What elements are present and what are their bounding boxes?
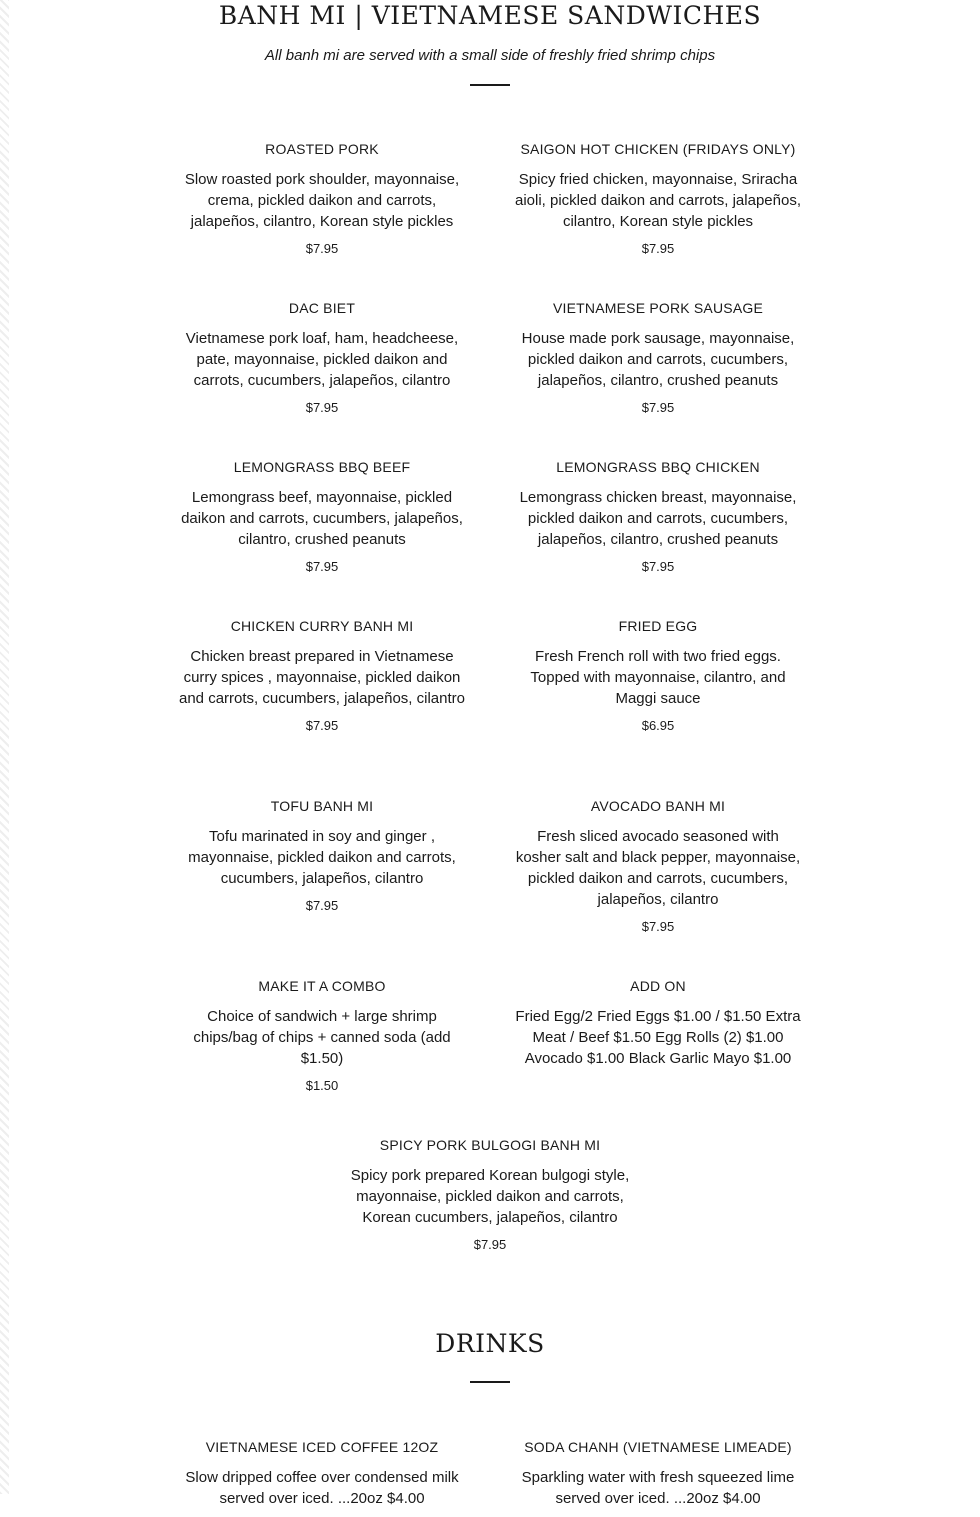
menu-item-price: $7.95	[641, 400, 675, 415]
menu-item-description: Spicy fried chicken, mayonnaise, Sriracha aioli, pickled daikon and carrots, jalapeños, cilantro, Korean style pickles	[514, 171, 801, 230]
menu-item	[513, 299, 803, 417]
menu-item	[513, 797, 803, 936]
menu-item-description: Sparkling water with fresh squeezed lime served over iced. ...20oz $4.00	[521, 1469, 795, 1507]
menu-item	[513, 458, 803, 576]
menu-item-description: Tofu marinated in soy and ginger , mayonnaise, pickled daikon and carrots, cucumbers, jalapeños, cilantro	[188, 828, 456, 887]
menu-item	[513, 617, 803, 735]
menu-item-description: Spicy pork prepared Korean bulgogi style, mayonnaise, pickled daikon and carrots, Korean cucumbers, jalapeños, cilantro	[350, 1167, 630, 1226]
menu-item-price: $7.95	[305, 718, 339, 733]
menu-item-name: AVOCADO BANH MI	[590, 798, 726, 814]
menu-item-price: $6.95	[641, 718, 675, 733]
menu-item	[513, 140, 803, 258]
menu-item-price: $7.95	[305, 898, 339, 913]
menu-item-name: SODA CHANH (VIETNAMESE LIMEADE)	[524, 1439, 792, 1455]
menu-item-description: Slow roasted pork shoulder, mayonnaise, crema, pickled daikon and carrots, jalapeños, cilantro, Korean style pickles	[184, 171, 460, 230]
menu-item-name: MAKE IT A COMBO	[258, 978, 386, 994]
menu-item-name: DAC BIET	[288, 300, 356, 316]
menu-item-name: LEMONGRASS BBQ BEEF	[233, 459, 411, 475]
menu-item-name: SAIGON HOT CHICKEN (FRIDAYS ONLY)	[520, 141, 796, 157]
menu-item-price: $7.95	[305, 559, 339, 574]
menu-item-price: $7.95	[305, 241, 339, 256]
menu-item-description: Fresh French roll with two fried eggs. Topped with mayonnaise, cilantro, and Maggi sauce	[530, 648, 786, 707]
decorative-side-pattern	[0, 0, 9, 1494]
menu-item-name: LEMONGRASS BBQ CHICKEN	[556, 459, 760, 475]
menu-item-name: TOFU BANH MI	[270, 798, 374, 814]
menu-item-price: $7.95	[473, 1237, 507, 1252]
menu-item	[177, 299, 467, 417]
menu-item-name: CHICKEN CURRY BANH MI	[230, 618, 414, 634]
menu-item-name: VIETNAMESE PORK SAUSAGE	[553, 300, 763, 316]
menu-item	[177, 977, 467, 1095]
menu-item-description: Lemongrass chicken breast, mayonnaise, pickled daikon and carrots, cucumbers, jalapeños, cilantro, crushed peanuts	[519, 489, 797, 548]
menu-item-name: FRIED EGG	[618, 618, 698, 634]
section-divider	[470, 1381, 510, 1383]
menu-item	[177, 617, 467, 735]
menu-item-description: Fried Egg/2 Fried Eggs $1.00 / $1.50 Extra Meat / Beef $1.50 Egg Rolls (2) $1.00 Avocado $1.00 Black Garlic Mayo $1.00	[515, 1008, 801, 1067]
menu-item-description: Chicken breast prepared in Vietnamese curry spices , mayonnaise, pickled daikon and carrots, cucumbers, jalapeños, cilantro	[179, 648, 465, 707]
section-divider	[470, 84, 510, 86]
menu-item-description: Slow dripped coffee over condensed milk served over iced. ...20oz $4.00	[185, 1469, 459, 1507]
menu-item	[177, 797, 467, 915]
menu-item-price: $1.50	[305, 1078, 339, 1093]
banh-mi-subtitle: All banh mi are served with a small side of freshly fried shrimp chips	[264, 47, 716, 64]
menu-item-name: ROASTED PORK	[265, 141, 379, 157]
menu-item	[177, 140, 467, 258]
menu-item-price: $7.95	[305, 400, 339, 415]
menu-item	[513, 977, 803, 1077]
menu-item	[177, 458, 467, 576]
menu-item-name: ADD ON	[630, 978, 686, 994]
menu-item-description: House made pork sausage, mayonnaise, pickled daikon and carrots, cucumbers, jalapeños, cilantro, crushed peanuts	[521, 330, 795, 389]
menu-item-price: $7.95	[641, 919, 675, 934]
menu-item-name: VIETNAMESE ICED COFFEE 12OZ	[205, 1439, 439, 1455]
banh-mi-section-title: BANH MI | VIETNAMESE SANDWICHES	[218, 1, 762, 30]
menu-item-description: Choice of sandwich + large shrimp chips/bag of chips + canned soda (add $1.50)	[193, 1008, 451, 1067]
drinks-section-title: DRINKS	[435, 1329, 545, 1358]
menu-item-description: Fresh sliced avocado seasoned with kosher salt and black pepper, mayonnaise, pickled daikon and carrots, cucumbers, jalapeños, cilantro	[515, 828, 801, 908]
menu-item	[177, 1438, 467, 1517]
menu-item	[513, 1438, 803, 1517]
menu-item-name: SPICY PORK BULGOGI BANH MI	[379, 1137, 601, 1153]
menu-item-price: $7.95	[641, 241, 675, 256]
menu-item-description: Lemongrass beef, mayonnaise, pickled daikon and carrots, cucumbers, jalapeños, cilantro, crushed peanuts	[181, 489, 463, 548]
menu-item-description: Vietnamese pork loaf, ham, headcheese, pate, mayonnaise, pickled daikon and carrots, cucumbers, jalapeños, cilantro	[185, 330, 459, 389]
menu-item	[345, 1136, 635, 1254]
menu-item-price: $7.95	[641, 559, 675, 574]
